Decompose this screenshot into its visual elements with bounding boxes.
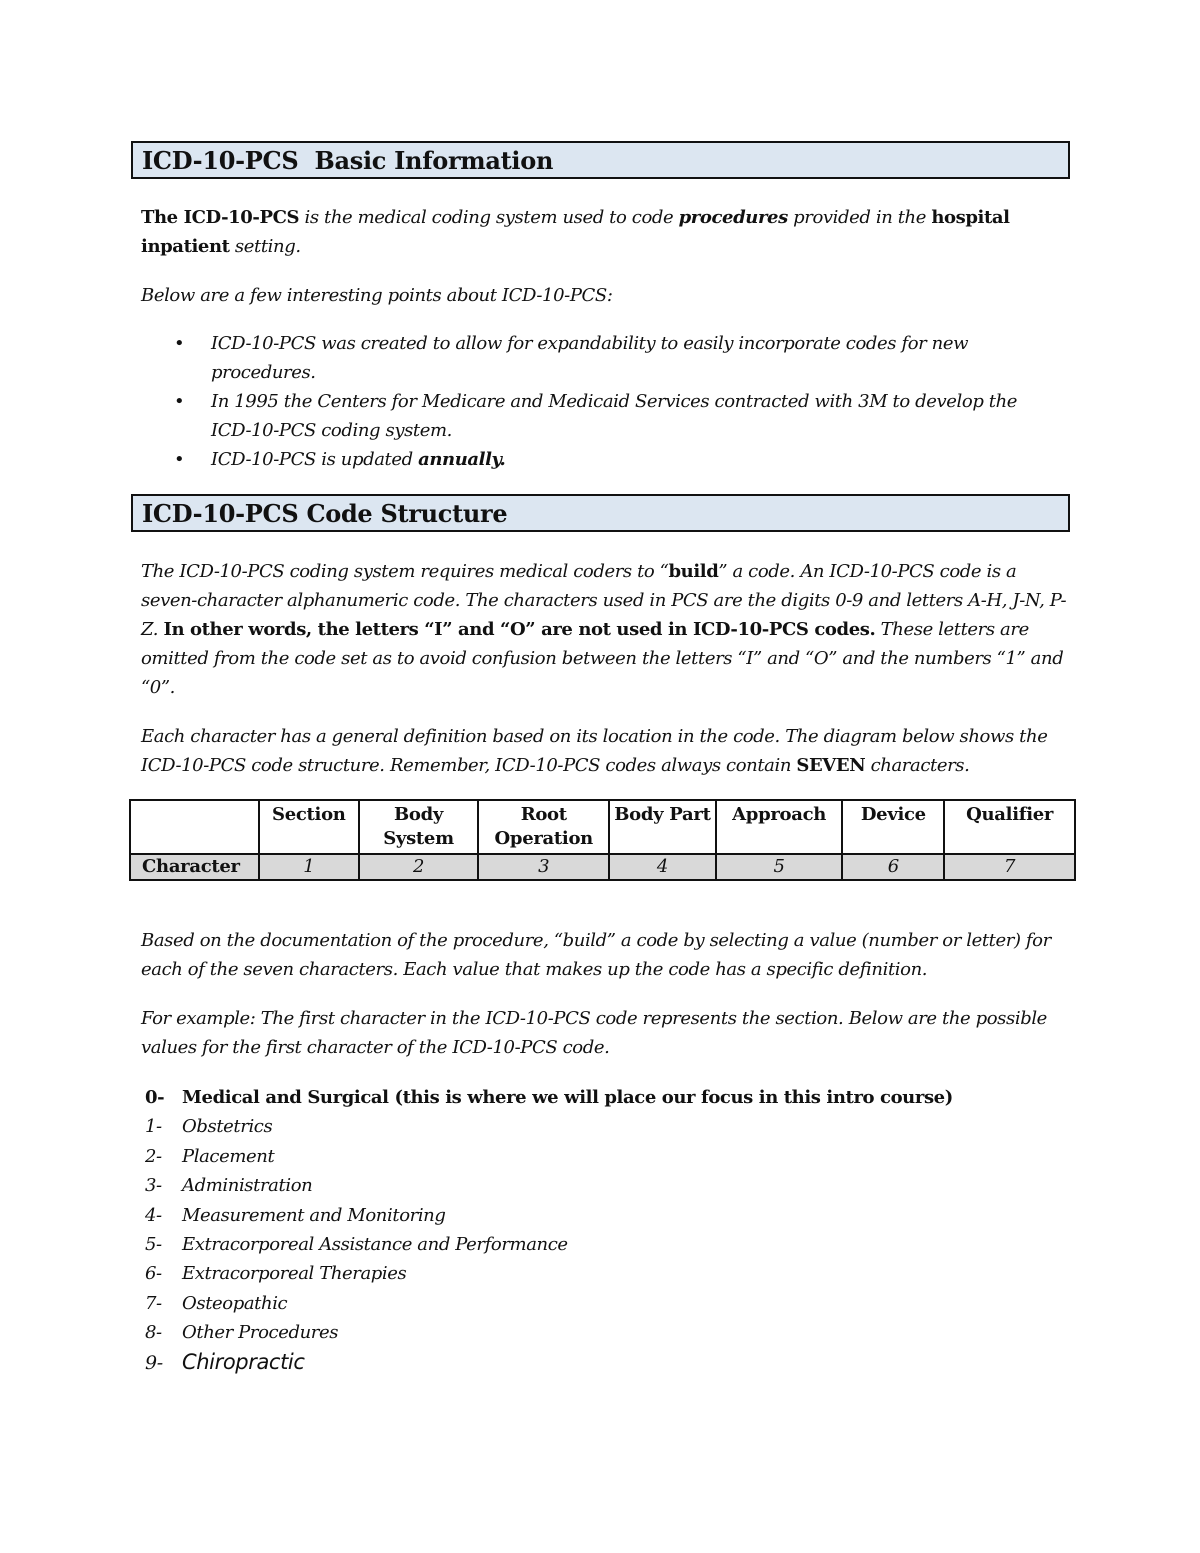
structure-text: build xyxy=(668,561,719,582)
section-label: Chiropractic xyxy=(182,1349,305,1374)
section-number: 2- xyxy=(145,1145,162,1167)
intro-text: provided in the xyxy=(787,207,932,228)
bullet-icon: • xyxy=(174,333,185,354)
table-header-cell: Section xyxy=(259,800,359,854)
list-item xyxy=(141,387,1041,445)
section-number: 5- xyxy=(145,1233,162,1255)
section-number: 9- xyxy=(145,1351,163,1374)
list-item xyxy=(145,1201,953,1230)
bullet-text: ICD-10-PCS is updated xyxy=(211,449,419,470)
section-number: 8- xyxy=(145,1322,162,1344)
list-item xyxy=(145,1112,953,1141)
table-header-cell xyxy=(130,800,259,854)
table-cell: 4 xyxy=(609,854,716,880)
points-list xyxy=(141,329,1041,474)
structure-paragraph-1 xyxy=(141,557,1071,702)
list-item xyxy=(141,329,1041,387)
list-item xyxy=(145,1142,953,1171)
table-row-label: Character xyxy=(130,854,259,880)
table-header-cell: Qualifier xyxy=(944,800,1075,854)
table-header-cell: Root Operation xyxy=(478,800,609,854)
table-header-row xyxy=(130,800,1075,854)
section-number: 4- xyxy=(145,1204,162,1226)
structure-text: In other words, the letters “I” and “O” are not used in ICD-10-PCS codes. xyxy=(163,619,876,640)
structure-text: The ICD-10-PCS coding system requires medical coders to “ xyxy=(141,561,669,582)
bullet-icon: • xyxy=(174,449,185,470)
list-item xyxy=(145,1348,953,1377)
points-lead-text: Below are a few interesting points about ICD-10-PCS: xyxy=(141,285,613,306)
structure-text: ” a code. An ICD-10-PCS code is a seven-character alphanumeric code. The characters used in PCS are the digits 0-9 and letters A-H, J-N, P-Z. xyxy=(141,561,1067,640)
section-label: Medical and Surgical (this is where we will place our focus in this intro course) xyxy=(182,1087,953,1108)
structure-text: SEVEN xyxy=(796,755,866,776)
section-label: Placement xyxy=(182,1145,275,1167)
structure-paragraph-3 xyxy=(141,926,1071,984)
list-item xyxy=(145,1289,953,1318)
section-number: 6- xyxy=(145,1263,162,1285)
section-label: Extracorporeal Assistance and Performance xyxy=(182,1233,568,1255)
section-number: 0- xyxy=(145,1087,165,1108)
section-number: 7- xyxy=(145,1292,162,1314)
list-item xyxy=(145,1230,953,1259)
structure-paragraph-2 xyxy=(141,722,1071,780)
table-header-cell: Device xyxy=(842,800,944,854)
structure-text: These letters are omitted from the code set as to avoid confusion between the letters “I” and “O” and the numbers “1” and “0”. xyxy=(141,619,1064,698)
structure-text: For example: The first character in the ICD-10-PCS code represents the section. Below are the possible values for the first character of the ICD-10-PCS code. xyxy=(141,1008,1047,1058)
code-structure-heading: ICD-10-PCS Code Structure xyxy=(142,499,508,528)
section-label: Administration xyxy=(182,1175,313,1197)
structure-paragraph-4 xyxy=(141,1004,1071,1062)
section-number: 3- xyxy=(145,1175,162,1197)
bullet-icon: • xyxy=(174,391,185,412)
list-item xyxy=(145,1083,953,1112)
section-label: Osteopathic xyxy=(182,1292,288,1314)
intro-text: procedures xyxy=(678,207,788,228)
table-header-cell: Body Part xyxy=(609,800,716,854)
table-cell: 5 xyxy=(716,854,843,880)
intro-text: is the medical coding system used to code xyxy=(299,207,679,228)
bullet-text: ICD-10-PCS was created to allow for expandability to easily incorporate codes for new procedures. xyxy=(211,333,969,383)
structure-text: Based on the documentation of the procedure, “build” a code by selecting a value (number or letter) for each of the seven characters. Each value that makes up the code has a specific definition. xyxy=(141,930,1051,980)
section-label: Obstetrics xyxy=(182,1116,273,1138)
points-lead xyxy=(141,281,1071,310)
list-item xyxy=(145,1318,953,1347)
section-label: Other Procedures xyxy=(182,1322,339,1344)
intro-text: setting. xyxy=(229,236,301,257)
section-label: Extracorporeal Therapies xyxy=(182,1263,407,1285)
section-number: 1- xyxy=(145,1116,162,1138)
table-cell: 7 xyxy=(944,854,1075,880)
code-structure-heading-box xyxy=(131,494,1070,532)
table-row xyxy=(130,854,1075,880)
table-header-cell: Body System xyxy=(359,800,479,854)
basic-info-heading: ICD-10-PCS Basic Information xyxy=(142,146,554,175)
list-item xyxy=(145,1171,953,1200)
section-label: Measurement and Monitoring xyxy=(182,1204,446,1226)
code-structure-table xyxy=(129,799,1076,881)
list-item xyxy=(145,1259,953,1288)
table-cell: 6 xyxy=(842,854,944,880)
table-cell: 1 xyxy=(259,854,359,880)
structure-text: characters. xyxy=(865,755,970,776)
intro-text: The xyxy=(141,207,184,228)
bullet-emphasis: annually. xyxy=(418,449,506,470)
section-values-list xyxy=(145,1083,953,1377)
table-cell: 3 xyxy=(478,854,609,880)
table-cell: 2 xyxy=(359,854,479,880)
list-item xyxy=(141,445,1041,474)
intro-text: hospital inpatient xyxy=(141,207,1010,257)
basic-info-heading-box xyxy=(131,141,1070,179)
structure-text: Each character has a general definition based on its location in the code. The diagram below shows the ICD-10-PCS code structure. Remember, ICD-10-PCS codes always contain xyxy=(141,726,1048,776)
intro-text: ICD-10-PCS xyxy=(183,207,300,228)
intro-paragraph xyxy=(141,203,1071,261)
bullet-text: In 1995 the Centers for Medicare and Medicaid Services contracted with 3M to develop the ICD-10-PCS coding system. xyxy=(211,391,1018,441)
table-header-cell: Approach xyxy=(716,800,843,854)
